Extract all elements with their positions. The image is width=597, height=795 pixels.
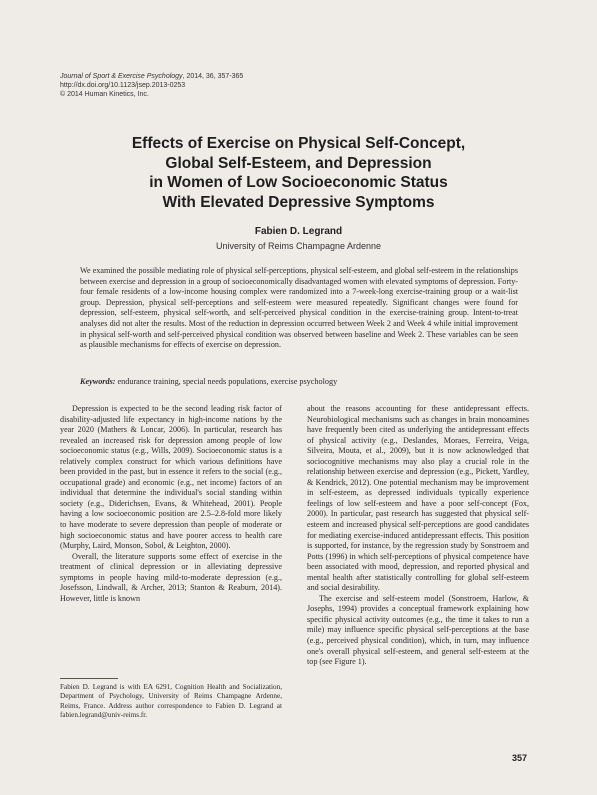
footnote-divider — [60, 678, 118, 679]
keywords — [80, 376, 520, 387]
author-footnote: Fabien D. Legrand is with EA 6291, Cognition Health and Socialization, Department of Psychology, University of Reims Champagne Ardenne, Reims, France. Address author correspondence to Fabien D. Legrand at fabien.legrand@univ-reims.fr. — [60, 683, 282, 719]
journal-header — [60, 72, 243, 99]
page-number: 357 — [512, 753, 528, 763]
title-line: in Women of Low Socioeconomic Status — [149, 174, 448, 191]
keywords-list: endurance training, special needs populations, exercise psychology — [115, 377, 338, 386]
title-line: Global Self-Esteem, and Depression — [165, 154, 432, 172]
doi-link[interactable]: http://dx.doi.org/10.1123/jsep.2013-0253 — [60, 82, 186, 89]
body-paragraph: about the reasons accounting for these antidepressant effects. Neurobiological mechanisms such as changes in brain monoamines have frequently been cited as underlying the antidepressant effects of physical activity (e.g., Deslandes, Moraes, Ferreira, Veiga, Silveira, Mouta, et al., 2009), but it is now acknowledged that sociocognitive mechanisms may also play a crucial role in the relationship between exercise and depression (e.g., Pickett, Yardley, & Kendrick, 2012). One potential mechanism may be improvement in self-esteem, as depressed individuals typically experience feelings of low self-esteem and have a poor self-concept (Fox, 2000). In particular, past research has suggested that physical self-esteem and increased physical self-perceptions are good candidates for mediating exercise-induced antidepressant effects. This position is supported, for instance, by the regression study by Sonstroem and Potts (1996) in which self-perceptions of physical competence have been associated with mood, depression, and reported physical and mental health after statistically controlling for global self-esteem and social desirability. — [307, 404, 529, 593]
journal-name: Journal of Sport & Exercise Psychology — [60, 73, 183, 80]
author-name: Fabien D. Legrand — [254, 226, 343, 237]
author-affiliation: University of Reims Champagne Ardenne — [215, 241, 382, 251]
keywords-label: Keywords: — [80, 377, 116, 386]
article-title — [60, 134, 537, 212]
journal-citation — [60, 72, 243, 81]
body-column-left — [60, 404, 282, 604]
copyright-notice: © 2014 Human Kinetics, Inc. — [60, 91, 149, 98]
title-line: With Elevated Depressive Symptoms — [162, 193, 435, 211]
title-line: Effects of Exercise on Physical Self-Concept, — [131, 135, 466, 152]
journal-volume: , 2014, 36, 357-365 — [182, 73, 244, 80]
body-paragraph: The exercise and self-esteem model (Sonstroem, Harlow, & Josephs, 1994) provides a conceptual framework explaining how specific physical activity outcomes (e.g., the time it takes to run a mile) may influence specific physical self-perceptions at the base (e.g., perceived physical condition), which, in turn, may influence one's overall physical self-esteem, and general self-esteem at the top (see Figure 1). — [307, 593, 529, 667]
body-paragraph: Depression is expected to be the second leading risk factor of disability-adjusted life expectancy in high-income nations by the year 2020 (Mathers & Loncar, 2006). In particular, research has revealed an increased risk for depression among people of low socioeconomic status (e.g., Wills, 2009). Socioeconomic status is a relatively complex construct for which various definitions have been provided in the past, but in essence it refers to the social (e.g., occupational grade) and economic (e.g., net income) factors of an individual that determine the individual's social standing within society (e.g., Diderichsen, Evans, & Whitehead, 2001). People having a low socioeconomic position are 2.5–2.8-fold more likely to have moderate to severe depression than people of moderate or high socioeconomic status and have poorer access to health care (Murphy, Laird, Monson, Sobol, & Leighton, 2000). — [60, 404, 282, 551]
abstract: We examined the possible mediating role of physical self-perceptions, physical self-esteem, and global self-esteem in the relationships between exercise and depression in a group of socioeconomically disadvantaged women with elevated symptoms of depression. Forty-four female residents of a low-income housing complex were randomized into a 7-week-long exercise-training group or a wait-list group. Depression, physical self-perceptions and self-esteem were measured repeatedly. Significant changes were found for depression, self-esteem, physical self-worth, and self-perceived physical condition in the exercise-training group. Intent-to-treat analyses did not alter the results. Most of the reduction in depression occurred between Week 2 and Week 4 while initial improvement in physical self-worth and self-perceived physical condition was observed between baseline and Week 2. These variables can be seen as plausible mechanisms for effects of exercise on depression. — [80, 266, 518, 350]
body-paragraph: Overall, the literature supports some effect of exercise in the treatment of clinical depression or in alleviating depressive symptoms in people having mild-to-moderate depression (e.g., Josefsson, Lindwall, & Archer, 2013; Stanton & Reaburn, 2014). However, little is known — [60, 551, 282, 603]
body-column-right — [307, 404, 529, 668]
